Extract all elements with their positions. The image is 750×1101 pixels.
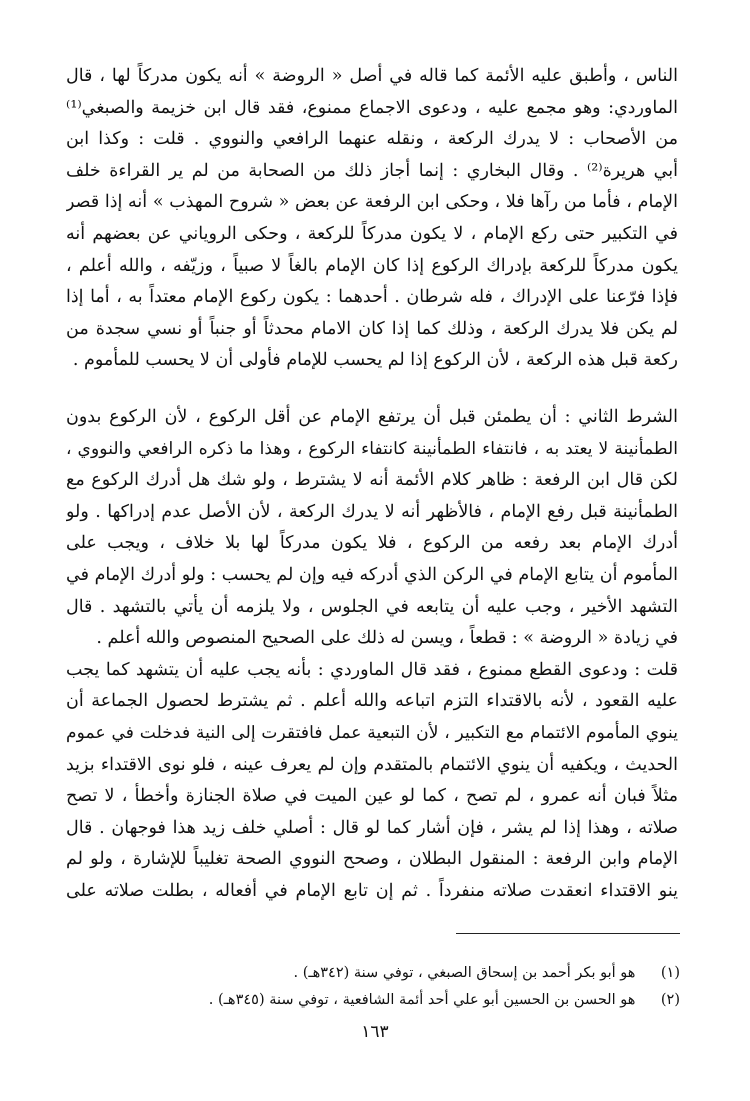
text-line: الشرط الثاني : أن يطمئن قبل أن يرتفع الإمام عن أقل الركوع ، لأن الركوع بدون <box>66 407 678 427</box>
paragraph-1 <box>66 61 678 377</box>
text-line: الحديث ، ويكفيه أن ينوي الائتمام بالمتقدم وإن لم يعرف عينه ، فلو نوى الاقتداء بزيد <box>66 754 678 775</box>
text-line: مثلاً فبان أنه عمرو ، لم تصح ، كما لو عين الميت في صلاة الجنازة وأخطأ ، لا تصح <box>66 786 678 807</box>
text-line: ركعة قبل هذه الركعة ، لأن الركوع إذا لم يحسب للإمام فأولى أن لا يحسب للمأموم . <box>72 350 678 371</box>
footnote <box>150 987 680 1014</box>
footnote-number: (١) <box>660 965 680 981</box>
footnote <box>150 960 680 987</box>
text-line: قلت : ودعوى القطع ممنوع ، فقد قال الماوردي : بأنه يجب عليه أن يتشهد كما يجب <box>66 659 678 680</box>
footnotes <box>150 960 680 1014</box>
text-line: في زيادة « الروضة » : قطعاً ، ويسن له ذلك على الصحيح المنصوص والله أعلم . <box>96 628 678 649</box>
footnote-divider <box>456 933 680 934</box>
text-line: الإمام ، فأما من رآها فلا ، وحكى ابن الرفعة عن بعض « شروح المهذب » أنه إذا قصر <box>66 192 678 213</box>
text-line: الطمأنينة لا يعتد به ، فانتفاء الطمأنينة كانتفاء الركوع ، وهذا ما ذكره الرافعي والنووي ، <box>66 438 678 459</box>
footnote-text: هو الحسن بن الحسين أبو علي أحد أئمة الشافعية ، توفي سنة (٣٤٥هـ) . <box>208 992 636 1008</box>
footnote-text: هو أبو بكر أحمد بن إسحاق الصبغي ، توفي سنة (٣٤٢هـ) . <box>293 965 636 981</box>
text-line: صلاته ، وهذا إذا لم يشر ، فإن أشار كما لو قال : أصلي خلف زيد هذا فوجهان . قال <box>66 817 678 838</box>
text-line: فإذا فرّعنا على الإدراك ، فله شرطان . أحدهما : يكون ركوع الإمام معتداً به ، أما إذا <box>66 287 678 308</box>
text-line: لم يكن فلا يدرك الركعة ، وذلك كما إذا كان الامام محدثاً أو جنباً أو نسي سجدة من <box>66 318 678 339</box>
text-line: الطمأنينة قبل رفع الإمام ، فالأظهر أنه لا يدرك الركعة ، لأن الأصل عدم إدراكها . ولو <box>66 501 678 522</box>
text-line: لكن قال ابن الرفعة : ظاهر كلام الأئمة أنه لا يشترط ، ولو شك هل أدرك الركوع مع <box>66 470 678 491</box>
text-line: ينو الاقتداء انعقدت صلاته منفرداً . ثم إن تابع الإمام في أفعاله ، بطلت صلاته على <box>66 880 678 901</box>
text-line: في التكبير حتى ركع الإمام ، لا يكون مدركاً للركعة ، وحكى الروياني عن بعضهم أنه <box>66 223 678 244</box>
text-line: يكون مدركاً للركعة بإدراك الركوع إذا كان الإمام بالغاً لا صبياً ، وزيّفه ، والله أعلم ، <box>66 255 678 276</box>
text-line: أدرك الإمام بعد رفعه من الركوع ، فلا يكون مدركاً لها بلا خلاف ، ويجب على <box>66 533 678 554</box>
text-line: الماوردي: وهو مجمع عليه ، ودعوى الاجماع ممنوع، فقد قال ابن خزيمة والصبغي⁽¹⁾ <box>66 97 678 118</box>
footnote-number: (٢) <box>660 992 680 1008</box>
text-line: الناس ، وأطبق عليه الأئمة كما قاله في أصل « الروضة » أنه يكون مدركاً لها ، قال <box>66 66 678 86</box>
text-line: من الأصحاب : لا يدرك الركعة ، ونقله عنهما الرافعي والنووي . قلت : وكذا ابن <box>66 129 678 150</box>
text-line: المأموم أن يتابع الإمام في الركن الذي أدركه فيه وإن لم يحسب : ولو أدرك الإمام في <box>66 564 678 585</box>
paragraph-2 <box>66 402 678 908</box>
text-line: الإمام وابن الرفعة : المنقول البطلان ، وصحح النووي الصحة تغليباً للإشارة ، ولو لم <box>66 849 678 870</box>
page-number: ١٦٣ <box>361 1022 389 1042</box>
text-line: أبي هريرة⁽²⁾ . وقال البخاري : إنما أجاز ذلك من الصحابة من لم ير القراءة خلف <box>66 160 678 181</box>
text-line: عليه القعود ، لأنه بالاقتداء التزم اتباعه والله أعلم . ثم يشترط لحصول الجماعة أن <box>66 691 678 712</box>
text-line: ينوي المأموم الائتمام مع التكبير ، لأن التبعية عمل فافتقرت إلى النية فدخلت في عموم <box>66 722 678 743</box>
text-line: التشهد الأخير ، وجب عليه أن يتابعه في الجلوس ، ولا يلزمه أن يأتي بالتشهد . قال <box>66 596 678 617</box>
